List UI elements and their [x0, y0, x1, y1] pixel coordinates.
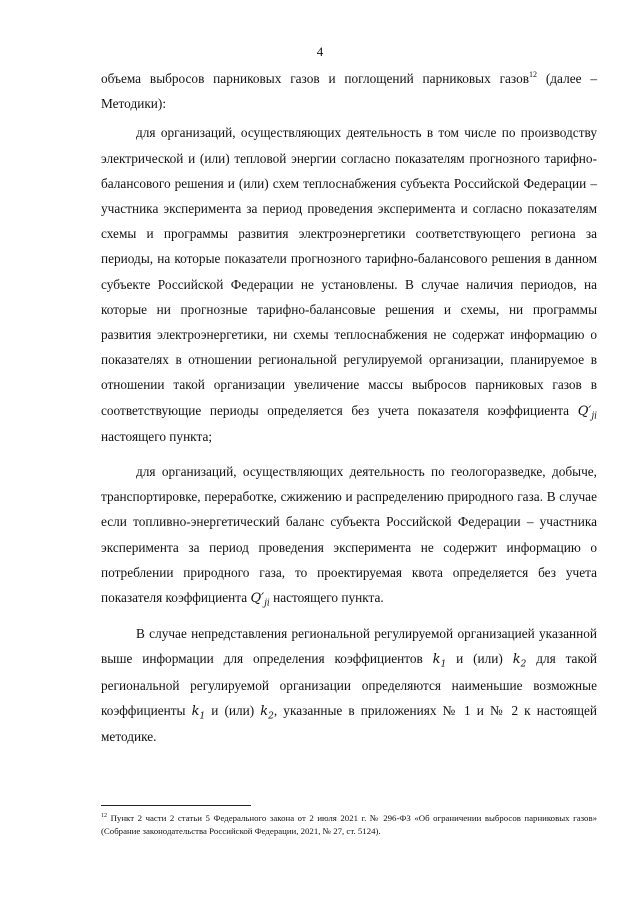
coefficient-q-symbol: $Q'_{ji}$: [577, 403, 598, 422]
coefficient-k2-symbol: $k_2$: [512, 652, 527, 671]
paragraph-natural-gas: [101, 459, 597, 611]
coefficient-k2-symbol: $k_2$: [260, 703, 274, 722]
footnote-reference: 12: [529, 70, 538, 79]
coefficient-k1-symbol: $k_1$: [191, 703, 206, 722]
paragraph-tail: настоящего пункта;: [101, 428, 213, 444]
paragraph-tail: , указанные в приложениях № 1 и № 2 к настоящей методике.: [101, 702, 598, 745]
document-body: [101, 66, 597, 749]
paragraph-tail: настоящего пункта.: [273, 590, 384, 606]
coefficient-k1-symbol: $k_1$: [432, 652, 447, 671]
footnote: [101, 812, 597, 837]
paragraph-text: для такой региональной регулируемой организации определяются наименьшие возможные коэффициенты: [101, 651, 597, 718]
paragraph-text: В случае непредставления региональной регулируемой организацией указанной выше информации для определения коэффициентов: [101, 626, 597, 667]
paragraph-text: для организаций, осуществляющих деятельность в том числе по производству электрической и (или) тепловой энергии согласно показателям прогнозного тарифно-балансового решения и (или) схем теплоснабжения субъекта Российской Федерации – участника эксперимента за период проведения эксперимента и согласно показателям схемы и программы развития электроэнергетики соответствующего региона за периоды, на которые показатели прогнозного тарифно-балансового решения в данном субъекте Российской Федерации не установлены. В случае наличия периодов, на которые ни прогнозные тарифно-балансовые решения и схемы, ни программы развития электроэнергетики, ни схемы теплоснабжения не содержат информацию о показателях в отношении региональной регулируемой организации, планируемое в отношении такой организации увеличение массы выбросов парниковых газов в соответствующие периоды определяется без учета показателя коэффициента: [101, 125, 597, 418]
paragraph-text: для организаций, осуществляющих деятельность по геологоразведке, добыче, транспортировке, переработке, сжижению и распределению природного газа. В случае если топливно-энергетический баланс субъекта Российской Федерации – участника эксперимента за период проведения эксперимента не содержит информацию о потреблении природного газа, то проектируемая квота определяется без учета показателя коэффициента: [101, 464, 597, 606]
paragraph-text: и (или): [211, 702, 255, 718]
footnote-separator: [101, 805, 251, 806]
intro-tail: (далее – Методики):: [101, 71, 597, 112]
page-number: 4: [316, 44, 324, 59]
intro-text: объема выбросов парниковых газов и поглощений парниковых газов: [101, 71, 530, 86]
paragraph-electric-heat: [101, 120, 597, 449]
paragraph-intro: [101, 66, 597, 116]
paragraph-non-submission: [101, 621, 597, 749]
coefficient-q-symbol: $Q'_{ji}$: [250, 591, 270, 609]
footnote-number: 12: [101, 813, 107, 819]
paragraph-text: и (или): [456, 651, 503, 667]
footnote-text: Пункт 2 части 2 статьи 5 Федерального закона от 2 июля 2021 г. № 296-ФЗ «Об ограничении выбросов парниковых газов» (Собрание законодательства Российской Федерации, 2021, № 27, ст. 5124).: [101, 813, 598, 836]
